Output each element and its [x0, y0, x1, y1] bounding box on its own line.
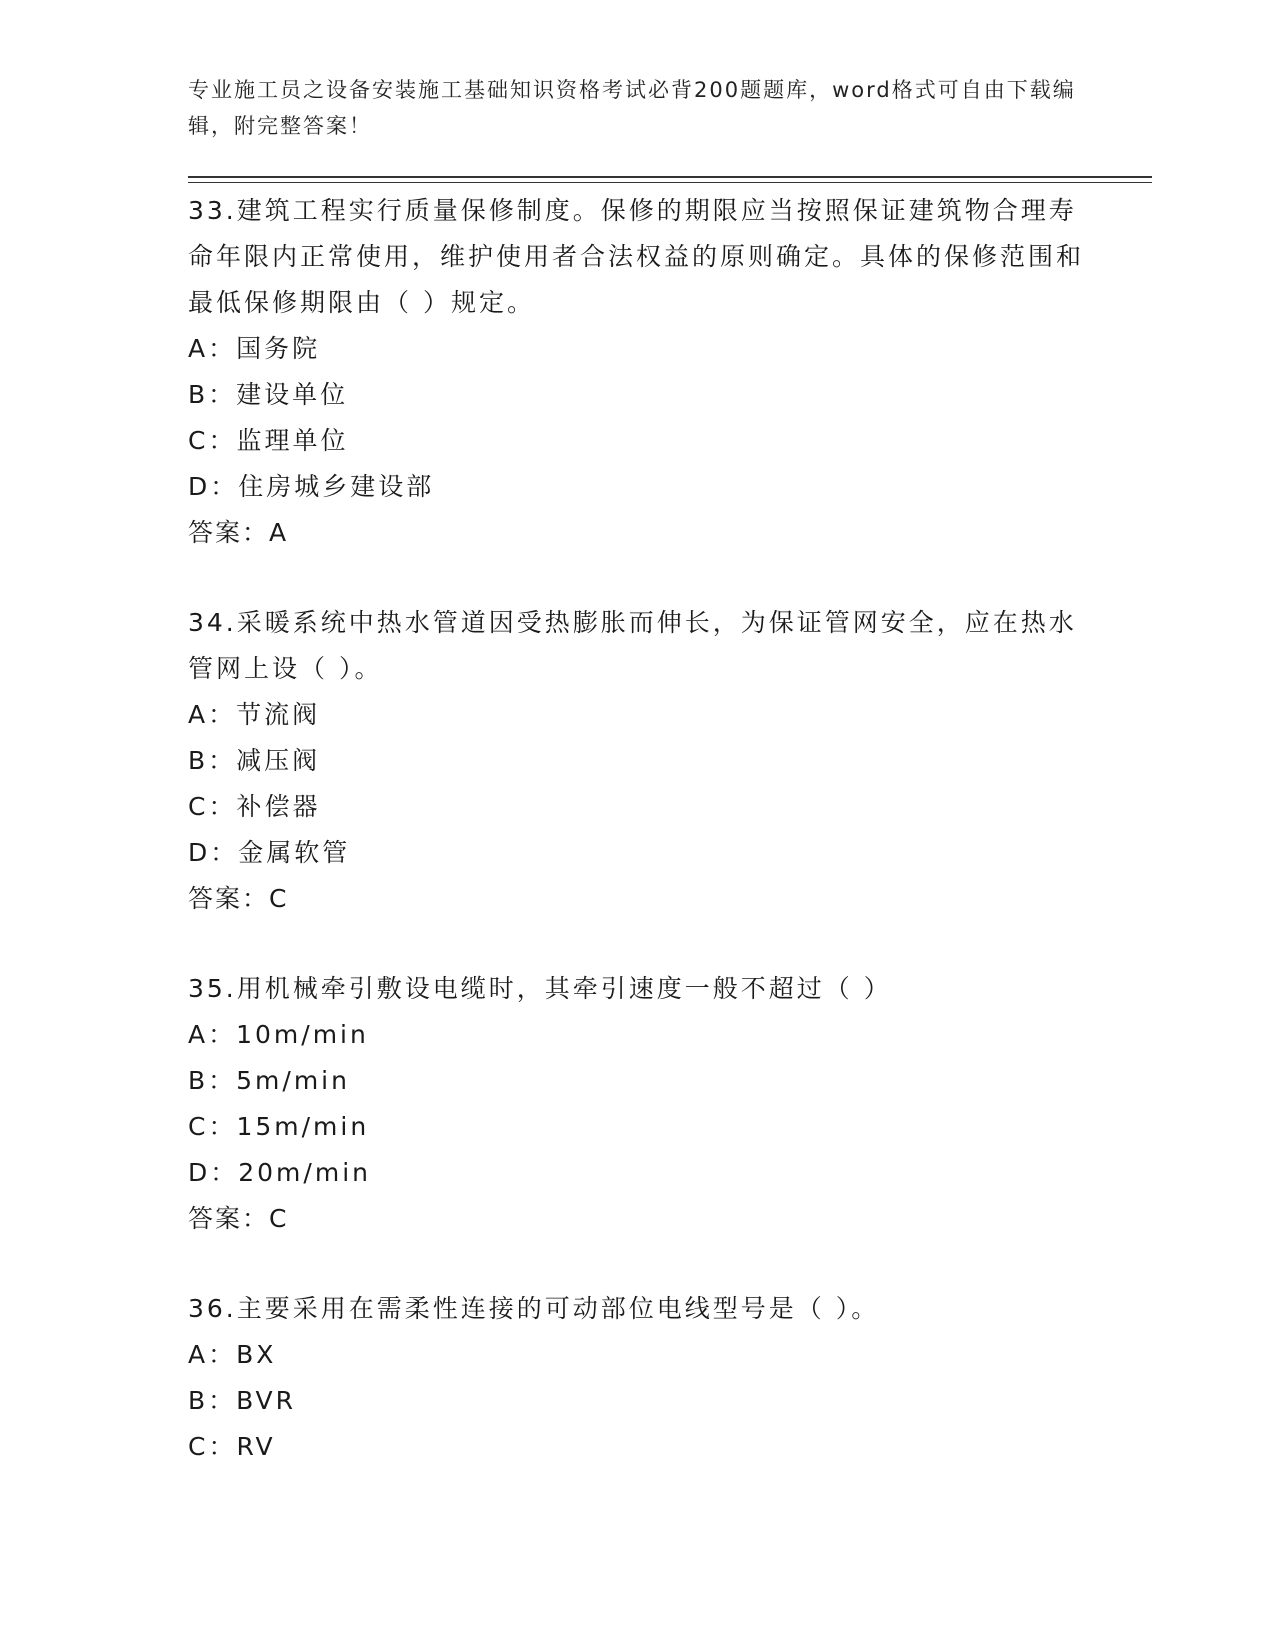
question-35 [188, 966, 1088, 1242]
option-b: B：减压阀 [188, 746, 321, 775]
header-divider-thin [188, 182, 1152, 183]
option-c: C：监理单位 [188, 426, 349, 455]
question-33 [188, 188, 1088, 556]
option-b: B：5m/min [188, 1066, 350, 1095]
question-text: 33.建筑工程实行质量保修制度。保修的期限应当按照保证建筑物合理寿命年限内正常使用，维护使用者合法权益的原则确定。具体的保修范围和最低保修期限由（ ）规定。 [188, 196, 1085, 317]
question-list [188, 188, 1088, 1514]
option-d: D：住房城乡建设部 [188, 472, 435, 501]
document-header [188, 72, 1088, 144]
option-c: C：15m/min [188, 1112, 370, 1141]
option-c: C：RV [188, 1432, 276, 1461]
question-text: 34.采暖系统中热水管道因受热膨胀而伸长，为保证管网安全，应在热水管网上设（ ）。 [188, 608, 1077, 683]
question-34 [188, 600, 1088, 922]
option-b: B：建设单位 [188, 380, 349, 409]
answer-line: 答案：A [188, 518, 289, 547]
option-a: A：BX [188, 1340, 277, 1369]
question-text: 36.主要采用在需柔性连接的可动部位电线型号是（ ）。 [188, 1294, 880, 1323]
option-d: D：20m/min [188, 1158, 371, 1187]
option-a: A：10m/min [188, 1020, 369, 1049]
header-title: 专业施工员之设备安装施工基础知识资格考试必背200题题库，word格式可自由下载编辑，附完整答案！ [188, 78, 1076, 138]
option-d: D：金属软管 [188, 838, 351, 867]
option-a: A：国务院 [188, 334, 321, 363]
option-c: C：补偿器 [188, 792, 321, 821]
question-36 [188, 1286, 1088, 1470]
question-text: 35.用机械牵引敷设电缆时，其牵引速度一般不超过（ ） [188, 974, 892, 1003]
answer-line: 答案：C [188, 1204, 289, 1233]
header-divider-thick [188, 176, 1152, 178]
option-a: A：节流阀 [188, 700, 321, 729]
option-b: B：BVR [188, 1386, 297, 1415]
answer-line: 答案：C [188, 884, 289, 913]
